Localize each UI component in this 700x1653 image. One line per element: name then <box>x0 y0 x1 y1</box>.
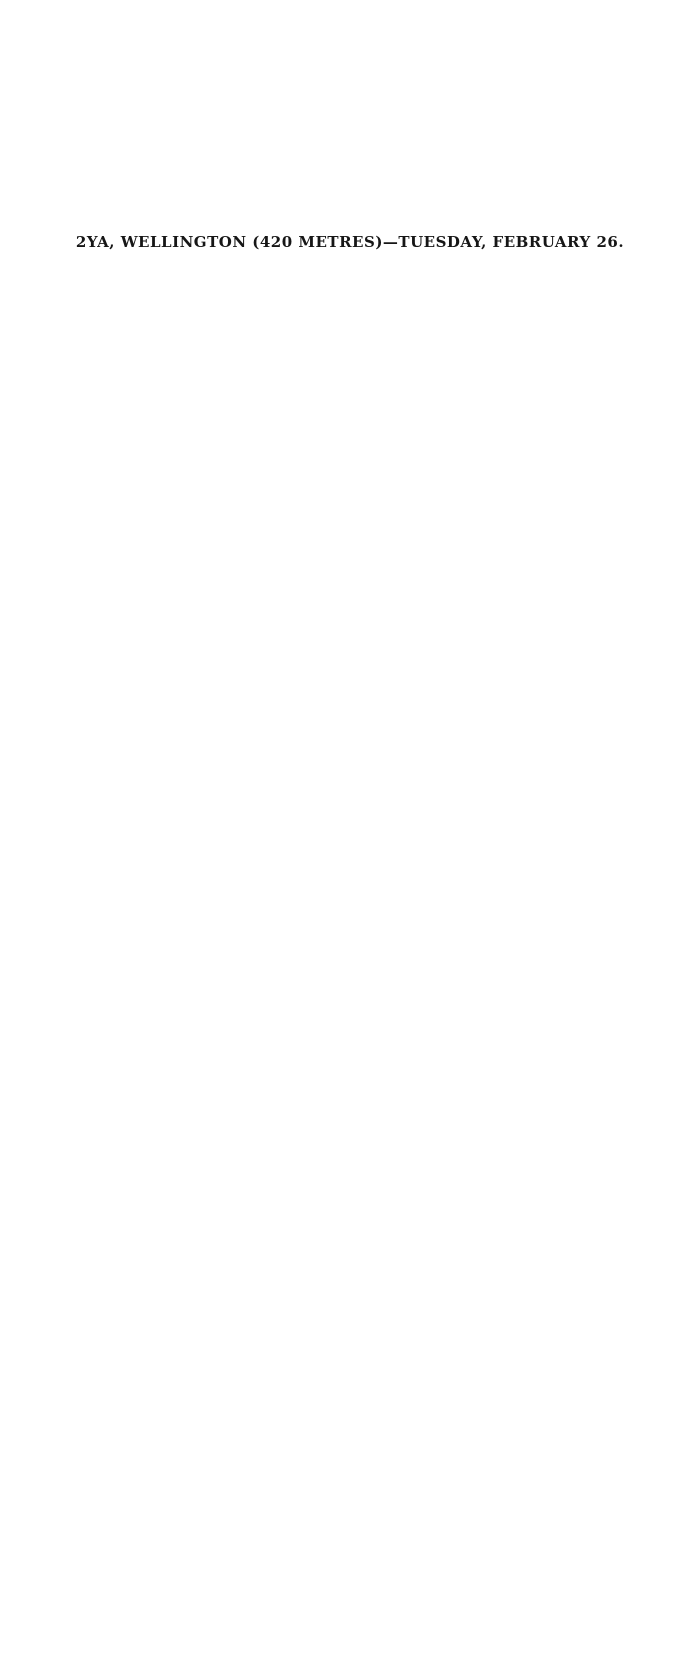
station-heading: 2YA, WELLINGTON (420 METRES)—TUESDAY, FEBRUARY 26. <box>75 233 625 251</box>
